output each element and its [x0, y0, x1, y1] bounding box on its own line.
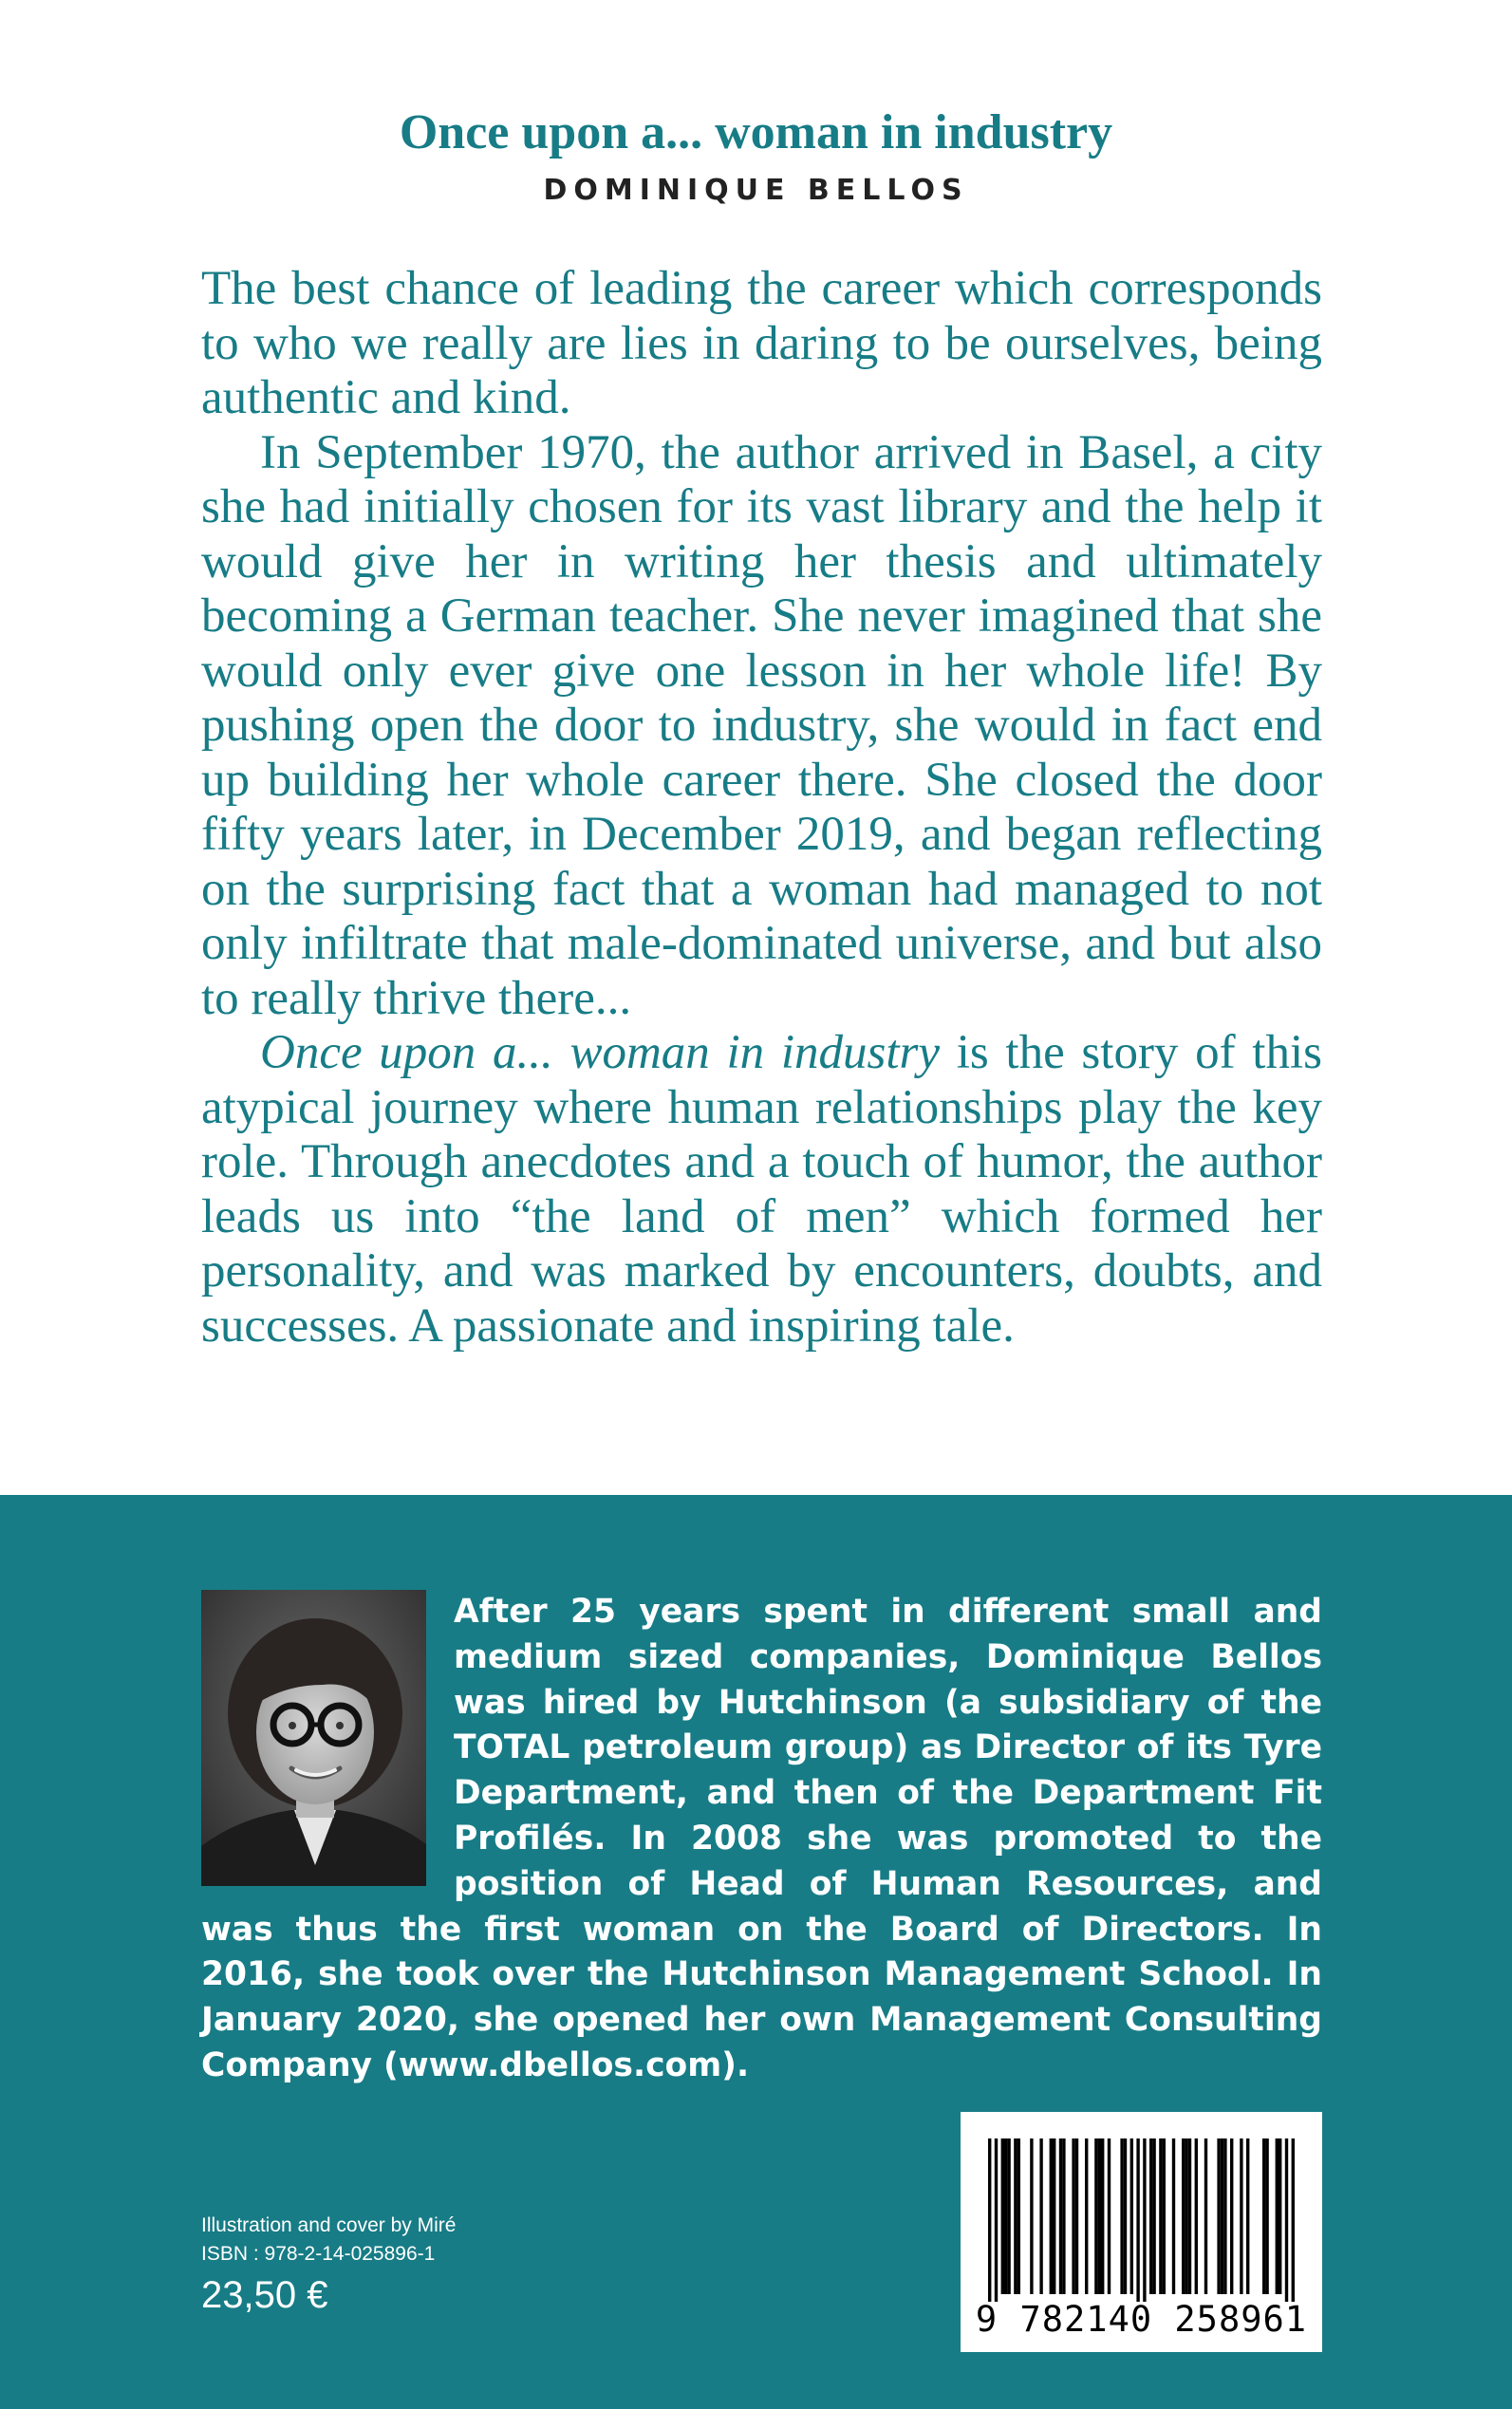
barcode-bar [1188, 2138, 1191, 2294]
barcode-bar [1124, 2138, 1127, 2294]
barcode-bar [1195, 2138, 1198, 2294]
barcode-bar [1094, 2138, 1097, 2294]
barcode-bar [1108, 2138, 1111, 2294]
barcode-bar [1204, 2138, 1207, 2294]
barcode-bar [1185, 2138, 1187, 2294]
barcode-bar [1163, 2138, 1166, 2294]
barcode-bar [1030, 2138, 1033, 2294]
barcode-bar [1223, 2138, 1226, 2294]
barcode-bar [1075, 2138, 1078, 2294]
barcode-bar [1004, 2138, 1007, 2294]
barcode [961, 2112, 1322, 2352]
barcode-digits: 9 782140 258961 [975, 2299, 1308, 2340]
barcode-bar [1221, 2138, 1223, 2294]
barcode-bar [1130, 2138, 1133, 2294]
barcode-bar [1072, 2138, 1074, 2294]
blurb-paragraph-3-text: is the story of this atypical journey where human relationships play the key role. Through anecdotes and a touch of humor, the author leads us into “the land of men” which formed her personality, and was marked by encounters, doubts, and successes. A passionate and inspiring tale. [201, 1026, 1322, 1353]
barcode-bar [1014, 2138, 1017, 2294]
barcode-bar [1085, 2138, 1088, 2294]
barcode-bar [1101, 2138, 1104, 2294]
barcode-bar [1279, 2138, 1281, 2294]
barcode-bar [1059, 2138, 1062, 2294]
barcode-bar [1230, 2138, 1233, 2294]
barcode-bar [1217, 2138, 1220, 2294]
barcode-bar [988, 2138, 991, 2302]
blurb-paragraph-2: In September 1970, the author arrived in Basel, a city she had initially chosen for its vast library and the help it would give her in writing her thesis and ultimately becoming a German teacher. She never imagined that she would only ever give one lesson in her whole life! By pushing open the door to industry, she would in fact end up building her whole career there. She closed the door fifty years later, in December 2019, and began reflecting on the surprising fact that a woman had managed to not only infiltrate that male-dominated universe, and but also to really thrive there... [201, 425, 1322, 1025]
barcode-bar [1246, 2138, 1249, 2294]
barcode-bar [1001, 2138, 1004, 2294]
isbn: ISBN : 978-2-14-025896-1 [201, 2243, 436, 2265]
barcode-bar [1276, 2138, 1279, 2294]
photo-wrap-spacer [201, 1590, 454, 1894]
barcode-bar [1143, 2138, 1146, 2302]
author-bio-text: After 25 years spent in different small and medium sized companies, Dominique Bellos was hired by Hutchinson (a subsidiary of the TOTAL petroleum group) as Director of its Tyre Department, and then of the Department Fit Profilés. In 2008 she was promoted to the position of Head of Human Resources, and was thus the first woman on the Board of Directors. In 2016, she took over the Hutchinson Management School. In January 2020, she opened her own Management Consulting Company (www.dbellos.com). [201, 1593, 1322, 2084]
barcode-bar [1136, 2138, 1139, 2302]
barcode-bar [1017, 2138, 1020, 2294]
barcode-bar [1062, 2138, 1065, 2294]
cover-bottom-section [0, 1495, 1512, 2409]
barcode-bar [1172, 2138, 1175, 2294]
author-bio [201, 1590, 1322, 2089]
barcode-bar [1149, 2138, 1152, 2294]
barcode-bars [961, 2112, 1322, 2302]
barcode-bar [1098, 2138, 1101, 2294]
barcode-bar [1292, 2138, 1295, 2302]
blurb-paragraph-1: The best chance of leading the career which corresponds to who we really are lies in daring to be ourselves, being authentic and kind. [201, 262, 1322, 424]
credits [201, 2212, 456, 2320]
barcode-bar [1152, 2138, 1155, 2294]
blurb [201, 262, 1322, 1354]
barcode-bar [1050, 2138, 1053, 2294]
illustration-credit: Illustration and cover by Miré [201, 2214, 457, 2236]
blurb-book-title-italic: Once upon a... woman in industry [260, 1026, 941, 1079]
barcode-bar [1007, 2138, 1010, 2294]
barcode-bar [995, 2138, 998, 2302]
barcode-bar [1159, 2138, 1162, 2294]
barcode-bar [1285, 2138, 1288, 2302]
price: 23,50 € [201, 2274, 328, 2316]
barcode-bar [1240, 2138, 1242, 2294]
book-title: Once upon a... woman in industry [399, 105, 1113, 159]
barcode-bar [1053, 2138, 1055, 2294]
barcode-bar [1262, 2138, 1265, 2294]
barcode-bar [1120, 2138, 1123, 2294]
blurb-paragraph-3 [201, 1026, 1322, 1354]
barcode-bar [1182, 2138, 1185, 2294]
barcode-bar [1265, 2138, 1268, 2294]
author-name: DOMINIQUE BELLOS [543, 174, 969, 207]
barcode-bar [1039, 2138, 1042, 2294]
